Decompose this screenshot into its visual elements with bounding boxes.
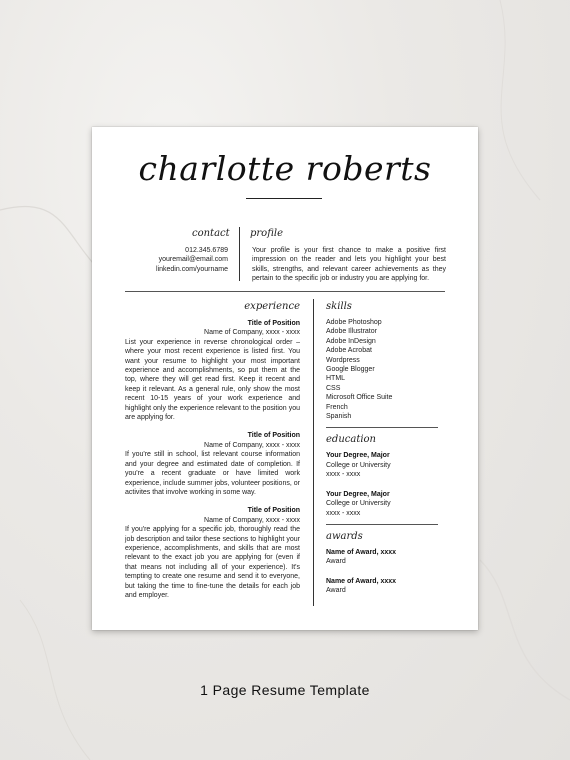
awards-heading: awards: [326, 530, 363, 542]
job-description: If you're applying for a specific job, thoroughly read the job description and tailor these sections to highlight your experience, accomplishments, and skills that are most relevant to the exact job you are applying for (even if that means not including all of your experience). It's tempting to create one resume and send it to everyone, but taking the time to fine-tune the details for each job and employer.: [125, 526, 300, 599]
education-divider: [326, 524, 438, 525]
skill-item: Adobe InDesign: [326, 337, 376, 345]
award-name: Name of Award, xxxx: [326, 577, 397, 585]
education-years: xxxx - xxxx: [326, 471, 361, 479]
job-company: Name of Company, xxxx - xxxx: [204, 329, 300, 337]
resume-page: [92, 127, 478, 630]
job-title: Title of Position: [247, 507, 300, 515]
header-divider: [239, 227, 240, 281]
section-divider: [125, 291, 445, 292]
education-degree: Your Degree, Major: [326, 452, 390, 460]
job-entry: [125, 431, 300, 497]
job-entry: [125, 319, 300, 422]
job-company: Name of Company, xxxx - xxxx: [204, 516, 300, 524]
job-description: If you're still in school, list relevant course information and your degree and estimated date of completion. If you're a recent graduate or have limited work experience, include summer jobs, volunteer positions, or activites that involve working in some way.: [125, 451, 300, 496]
experience-column: [125, 319, 300, 609]
skill-item: Adobe Acrobat: [326, 347, 372, 355]
template-caption: 1 Page Resume Template: [200, 682, 370, 698]
education-degree: Your Degree, Major: [326, 490, 390, 498]
job-entry: [125, 506, 300, 600]
education-school: College or University: [326, 500, 391, 508]
skill-item: Microsoft Office Suite: [326, 394, 393, 402]
skill-item: Spanish: [326, 413, 352, 421]
skill-item: French: [326, 403, 348, 411]
award-entry: [326, 577, 446, 596]
education-heading: education: [326, 434, 376, 446]
column-divider: [313, 299, 314, 606]
education-entry: [326, 490, 446, 518]
experience-heading: experience: [244, 301, 300, 312]
job-title: Title of Position: [247, 432, 300, 440]
education-years: xxxx - xxxx: [326, 509, 361, 517]
contact-heading: contact: [192, 228, 230, 239]
award-name: Name of Award, xxxx: [326, 548, 397, 556]
skill-item: Adobe Illustrator: [326, 328, 377, 336]
education-entry: [326, 451, 446, 479]
job-title: Title of Position: [247, 320, 300, 327]
profile-heading: profile: [250, 228, 283, 239]
skills-divider: [326, 427, 438, 428]
resume-name: charlotte roberts: [138, 149, 432, 188]
education-school: College or University: [326, 461, 391, 469]
skill-item: Google Blogger: [326, 366, 375, 374]
contact-linkedin: linkedin.com/yourname: [156, 265, 228, 273]
job-description: List your experience in reverse chronological order – where your most recent experience is listed first. You want your resume to highlight your most important experience and accomplishments, so put them at the top, where they will get read first. Keep it recent and keep it relevant. As a general rule, only show the most recent 10-15 years of your work experience and highlight only the experience relevant to the position you are applying for.: [125, 338, 300, 422]
award-label: Award: [326, 587, 346, 595]
skills-heading: skills: [326, 301, 352, 312]
name-divider: [246, 198, 322, 199]
award-label: Award: [326, 558, 346, 566]
skill-item: Adobe Photoshop: [326, 319, 382, 326]
skill-item: CSS: [326, 384, 341, 392]
sidebar-column: [326, 301, 446, 606]
job-company: Name of Company, xxxx - xxxx: [204, 441, 300, 449]
skills-list: [326, 318, 446, 421]
skill-item: Wordpress: [326, 356, 360, 364]
profile-text: Your profile is your first chance to make a positive first impression on the reader and lets you highlight your best skills, strengths, and relevant career achievements as they pertain to the specific job or industry you are applying for.: [252, 247, 446, 283]
skill-item: HTML: [326, 375, 346, 383]
award-entry: [326, 548, 446, 567]
contact-phone: 012.345.6789: [185, 247, 228, 254]
contact-details: [132, 246, 228, 274]
contact-email: youremail@email.com: [158, 256, 228, 264]
